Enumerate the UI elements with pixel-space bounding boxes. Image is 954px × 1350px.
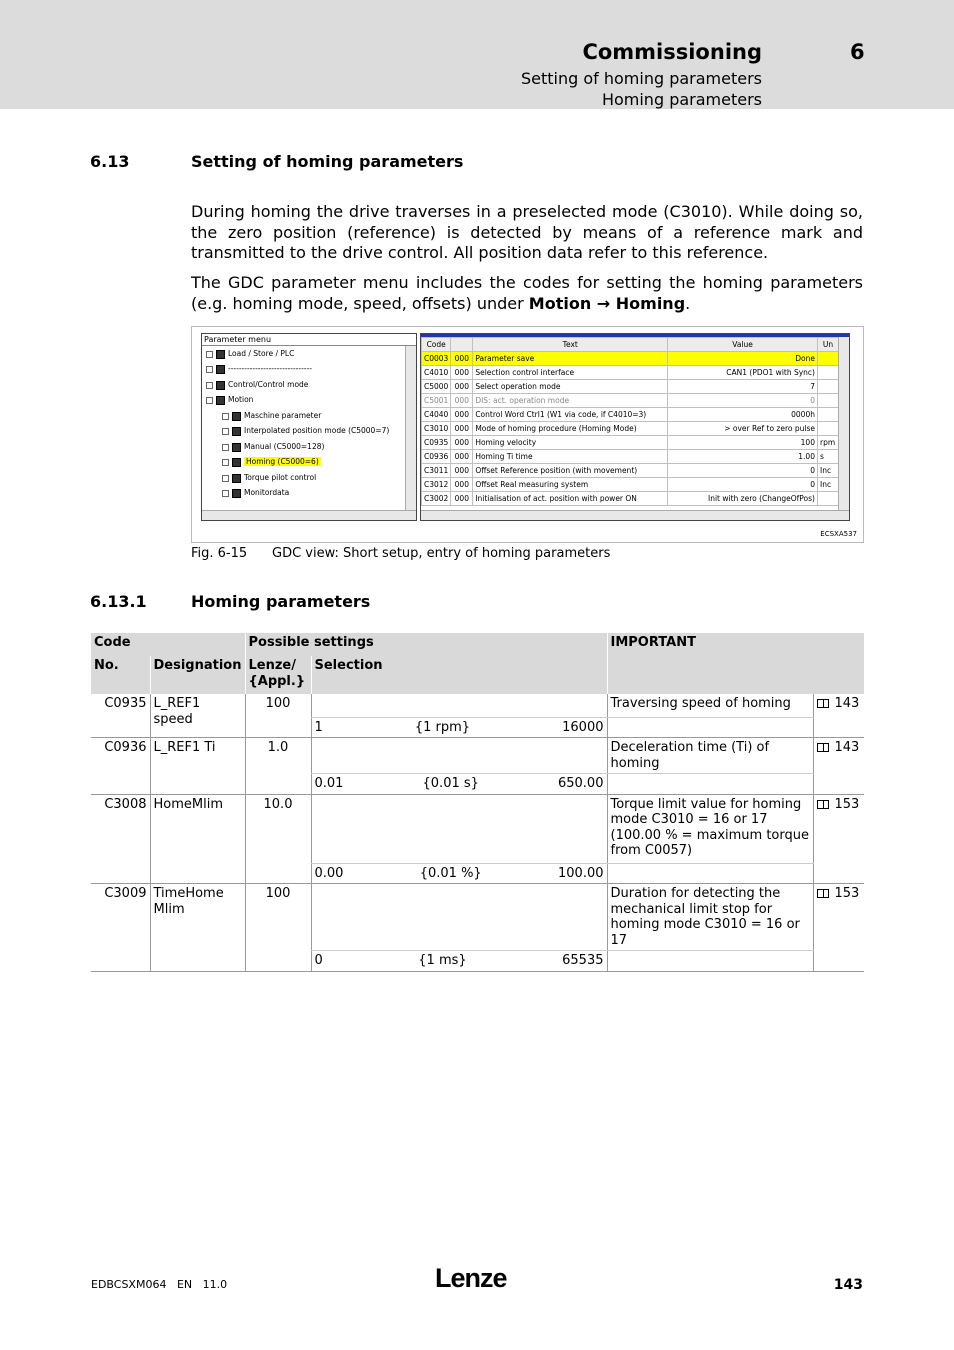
sel-min: 0.01	[314, 776, 344, 791]
param-important-blank	[607, 951, 813, 972]
tree-item-maschine-parameter[interactable]: Maschine parameter	[222, 409, 321, 422]
param-designation: HomeMlim	[150, 794, 245, 884]
param-no: C3008	[91, 794, 150, 884]
header-code: Code	[91, 633, 245, 656]
header-designation: Designation	[150, 656, 245, 694]
parameter-grid-panel	[420, 333, 850, 521]
folder-icon	[232, 427, 241, 436]
folder-icon	[216, 381, 225, 390]
grid-row[interactable]	[422, 366, 839, 380]
grid-row[interactable]	[422, 492, 839, 506]
expand-icon[interactable]	[222, 413, 229, 420]
param-lenze-default: 10.0	[245, 794, 311, 884]
expand-icon[interactable]	[206, 366, 213, 373]
param-lenze-default: 1.0	[245, 738, 311, 795]
grid-header-subcode[interactable]	[451, 338, 473, 352]
grid-cell-code: C0003	[422, 352, 451, 366]
grid-row[interactable]	[422, 436, 839, 450]
header-possible-settings: Possible settings	[245, 633, 607, 656]
param-selection-range	[311, 951, 607, 972]
grid-cell-text: Mode of homing procedure (Homing Mode)	[473, 422, 668, 436]
header-important: IMPORTANT	[607, 633, 864, 694]
grid-row[interactable]	[422, 380, 839, 394]
grid-cell-text: Offset Real measuring system	[473, 478, 668, 492]
grid-cell-sub: 000	[451, 366, 473, 380]
param-important: Deceleration time (Ti) of homing	[607, 738, 813, 774]
param-designation: TimeHome Mlim	[150, 884, 245, 972]
lenze-logo: Lenze	[435, 1263, 507, 1293]
page-ref[interactable]: 143	[834, 740, 860, 755]
folder-icon	[232, 412, 241, 421]
grid-row[interactable]	[422, 450, 839, 464]
grid-cell-text: Selection control interface	[473, 366, 668, 380]
grid-cell-code: C3010	[422, 422, 451, 436]
grid-cell-text: DIS: act. operation mode	[473, 394, 668, 408]
document-id: EDBCSXM064 EN 11.0	[91, 1278, 228, 1291]
header-no: No.	[91, 656, 150, 694]
grid-cell-code: C3011	[422, 464, 451, 478]
tree-item-interpolated-position[interactable]: Interpolated position mode (C5000=7)	[222, 424, 389, 437]
param-important-blank	[607, 717, 813, 738]
header-band	[0, 0, 954, 109]
grid-cell-unit	[817, 380, 838, 394]
folder-icon	[232, 443, 241, 452]
folder-open-icon	[232, 458, 241, 467]
figure-caption-text: GDC view: Short setup, entry of homing parameters	[272, 546, 611, 561]
sel-min: 1	[314, 719, 323, 735]
grid-cell-unit	[817, 366, 838, 380]
grid-cell-sub: 000	[451, 450, 473, 464]
param-important: Duration for detecting the mechanical limit stop for homing mode C3010 = 16 or 17	[607, 884, 813, 951]
grid-cell-sub: 000	[451, 436, 473, 450]
gdc-paragraph	[191, 273, 863, 314]
param-selection-blank	[311, 694, 607, 717]
grid-cell-unit	[817, 394, 838, 408]
param-no: C0935	[91, 694, 150, 738]
expand-icon[interactable]	[222, 459, 229, 466]
chapter-title: Commissioning	[582, 40, 762, 64]
tree-item-manual[interactable]: Manual (C5000=128)	[222, 440, 324, 453]
grid-cell-sub: 000	[451, 408, 473, 422]
page-number: 143	[833, 1277, 863, 1293]
grid-cell-sub: 000	[451, 478, 473, 492]
grid-cell-code: C3002	[422, 492, 451, 506]
sel-max: 100.00	[558, 865, 604, 881]
page-ref[interactable]: 153	[834, 796, 860, 812]
grid-row[interactable]	[422, 478, 839, 492]
sel-min: 0.00	[314, 865, 344, 881]
folder-icon	[232, 489, 241, 498]
param-no: C0936	[91, 738, 150, 795]
param-reference[interactable]	[813, 794, 864, 884]
grid-cell-text: Homing Ti time	[473, 450, 668, 464]
param-important: Traversing speed of homing	[607, 694, 813, 717]
grid-cell-value[interactable]: CAN1 (PDO1 with Sync)	[668, 366, 818, 380]
sel-max: 16000	[562, 719, 604, 735]
sel-step: {1 ms}	[418, 953, 467, 968]
grid-header-text[interactable]: Text	[473, 338, 668, 352]
param-important-blank	[607, 863, 813, 884]
expand-icon[interactable]	[222, 475, 229, 482]
grid-row[interactable]	[422, 464, 839, 478]
sel-step: {0.01 s}	[422, 776, 479, 791]
grid-cell-value[interactable]: > over Ref to zero pulse	[668, 422, 818, 436]
grid-cell-sub: 000	[451, 464, 473, 478]
param-lenze-default: 100	[245, 694, 311, 738]
figure-gdc-screenshot	[191, 326, 864, 543]
grid-cell-code: C0935	[422, 436, 451, 450]
param-no: C3009	[91, 884, 150, 972]
grid-row[interactable]	[422, 394, 839, 408]
expand-icon[interactable]	[222, 490, 229, 497]
param-selection-range	[311, 774, 607, 795]
figure-id: ECSXA537	[820, 530, 857, 538]
table-row	[91, 884, 864, 951]
param-reference[interactable]	[813, 738, 864, 795]
param-reference[interactable]	[813, 694, 864, 738]
tree-item-homing[interactable]: Homing (C5000=6)	[222, 455, 321, 468]
grid-cell-text: Offset Reference position (with movement)	[473, 464, 668, 478]
folder-icon	[216, 365, 225, 374]
grid-cell-unit	[817, 422, 838, 436]
grid-cell-code: C0936	[422, 450, 451, 464]
folder-icon	[232, 474, 241, 483]
grid-cell-code: C4010	[422, 366, 451, 380]
param-selection-range	[311, 863, 607, 884]
expand-icon[interactable]	[206, 382, 213, 389]
grid-cell-text: Initialisation of act. position with power ON	[473, 492, 668, 506]
param-selection-range	[311, 717, 607, 738]
grid-cell-value[interactable]: 100	[668, 436, 818, 450]
page-ref[interactable]: 153	[834, 886, 860, 901]
tree-item-load-store[interactable]: Load / Store / PLC	[206, 347, 294, 360]
folder-icon	[216, 396, 225, 405]
book-icon	[817, 800, 829, 809]
grid-cell-text: Parameter save	[473, 352, 668, 366]
grid-cell-value[interactable]: 7	[668, 380, 818, 394]
grid-cell-value[interactable]: 1.00	[668, 450, 818, 464]
grid-cell-unit	[817, 492, 838, 506]
section-title: Setting of homing parameters	[191, 152, 464, 171]
header-selection: Selection	[311, 656, 607, 694]
param-important-blank	[607, 774, 813, 795]
collapse-icon[interactable]	[206, 397, 213, 404]
grid-cell-sub: 000	[451, 394, 473, 408]
folder-icon	[216, 350, 225, 359]
grid-cell-sub: 000	[451, 422, 473, 436]
param-reference[interactable]	[813, 884, 864, 972]
grid-cell-code: C3012	[422, 478, 451, 492]
grid-cell-value[interactable]: 0000h	[668, 408, 818, 422]
sel-min: 0	[314, 953, 323, 968]
header-lenze-appl: Lenze/ {Appl.}	[245, 656, 311, 694]
book-icon	[817, 889, 829, 898]
header-subtitle-2: Homing parameters	[601, 90, 762, 109]
expand-icon[interactable]	[222, 428, 229, 435]
grid-cell-sub: 000	[451, 380, 473, 394]
grid-cell-text: Control Word Ctrl1 (W1 via code, if C4010=3)	[473, 408, 668, 422]
header-subtitle-1: Setting of homing parameters	[520, 69, 762, 88]
grid-cell-sub: 000	[451, 352, 473, 366]
sel-max: 65535	[562, 953, 604, 968]
tree-vertical-scrollbar[interactable]	[405, 346, 416, 510]
tree-item-torque-pilot[interactable]: Torque pilot control	[222, 471, 316, 484]
book-icon	[817, 743, 829, 752]
grid-cell-text: Select operation mode	[473, 380, 668, 394]
parameter-menu-header: Parameter menu	[202, 334, 416, 346]
table-row	[91, 794, 864, 863]
param-selection-blank	[311, 794, 607, 863]
tree-horizontal-scrollbar[interactable]	[202, 510, 416, 520]
grid-header-unit[interactable]: Un	[817, 338, 838, 352]
grid-cell-value[interactable]: 0	[668, 478, 818, 492]
grid-cell-unit: s	[817, 450, 838, 464]
chapter-number: 6	[850, 40, 865, 64]
grid-cell-unit: Inc	[817, 478, 838, 492]
book-icon	[817, 699, 829, 708]
page-ref[interactable]: 143	[834, 696, 860, 711]
grid-cell-sub: 000	[451, 492, 473, 506]
param-important: Torque limit value for homing mode C3010 = 16 or 17 (100.00 % = maximum torque from C0057)	[607, 794, 813, 863]
grid-row[interactable]	[422, 352, 839, 366]
grid-row[interactable]	[422, 422, 839, 436]
grid-vertical-scrollbar[interactable]	[838, 337, 849, 510]
subsection-title: Homing parameters	[191, 592, 371, 611]
tree-item-separator: -------------------------------	[206, 362, 312, 375]
grid-cell-unit	[817, 408, 838, 422]
menu-path: Motion → Homing	[528, 293, 686, 313]
grid-cell-unit	[817, 352, 838, 366]
tree-item-control-mode[interactable]: Control/Control mode	[206, 378, 308, 391]
sel-step: {0.01 %}	[419, 865, 482, 881]
tree-item-monitordata[interactable]: Monitordata	[222, 486, 289, 499]
param-lenze-default: 100	[245, 884, 311, 972]
gdc-paragraph-end: .	[685, 293, 691, 313]
table-row	[91, 738, 864, 774]
sel-step: {1 rpm}	[414, 719, 471, 735]
grid-horizontal-scrollbar[interactable]	[421, 510, 849, 520]
param-designation: L_REF1 speed	[150, 694, 245, 738]
table-row	[91, 694, 864, 717]
grid-cell-text: Homing velocity	[473, 436, 668, 450]
homing-parameter-table	[91, 633, 864, 972]
section-number: 6.13	[90, 152, 130, 171]
grid-cell-code: C4040	[422, 408, 451, 422]
grid-row[interactable]	[422, 408, 839, 422]
grid-cell-unit: Inc	[817, 464, 838, 478]
subsection-number: 6.13.1	[90, 592, 147, 611]
grid-header-code[interactable]: Code	[422, 338, 451, 352]
param-selection-blank	[311, 884, 607, 951]
parameter-grid	[421, 337, 839, 506]
tree-item-motion[interactable]: Motion	[206, 393, 253, 406]
grid-cell-value: 0	[668, 394, 818, 408]
grid-cell-unit: rpm	[817, 436, 838, 450]
gdc-paragraph-text: The GDC parameter menu includes the codes for setting the homing parameters (e.g. homing mode, speed, offsets) under	[191, 273, 863, 313]
intro-paragraph: During homing the drive traverses in a preselected mode (C3010). While doing so, the zero position (reference) is detected by means of a reference mark and transmitted to the drive control. All position data refer to this reference.	[191, 202, 863, 262]
expand-icon[interactable]	[206, 351, 213, 358]
grid-cell-value[interactable]: 0	[668, 464, 818, 478]
parameter-menu-panel	[201, 333, 417, 521]
param-designation: L_REF1 Ti	[150, 738, 245, 795]
grid-cell-value[interactable]: Init with zero (ChangeOfPos)	[668, 492, 818, 506]
grid-cell-code: C5000	[422, 380, 451, 394]
expand-icon[interactable]	[222, 444, 229, 451]
figure-caption-number: Fig. 6-15	[191, 546, 248, 561]
grid-header-value[interactable]: Value	[668, 338, 818, 352]
param-selection-blank	[311, 738, 607, 774]
grid-cell-value[interactable]: Done	[668, 352, 818, 366]
grid-cell-code: C5001	[422, 394, 451, 408]
sel-max: 650.00	[557, 776, 604, 791]
